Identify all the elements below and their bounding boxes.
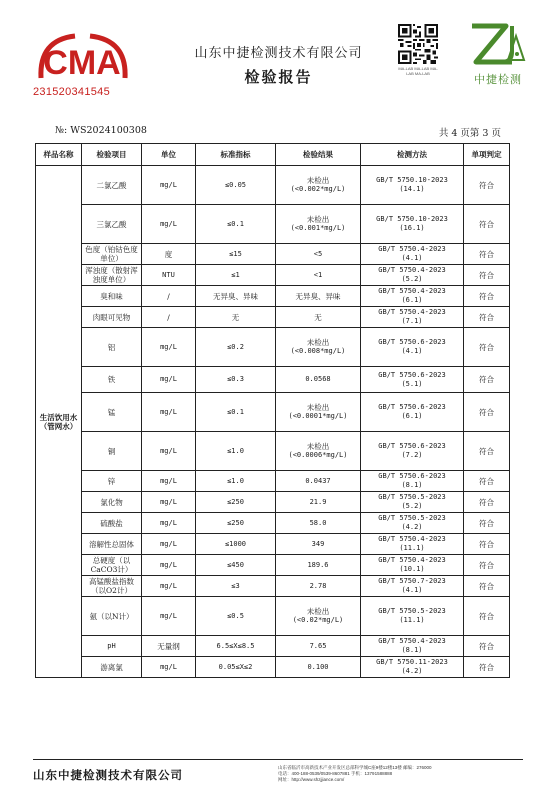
unit-cell: / bbox=[142, 286, 196, 307]
standard-cell: ≤0.3 bbox=[196, 367, 276, 393]
result-cell bbox=[276, 328, 361, 367]
judge-cell: 符合 bbox=[464, 286, 510, 307]
method-clause: (5.2) bbox=[401, 502, 423, 510]
standard-cell: ≤0.1 bbox=[196, 205, 276, 244]
table-header-row bbox=[36, 144, 510, 166]
judge-cell: 符合 bbox=[464, 555, 510, 576]
footer-address: 山东省临沂市高新技术产业开发区总部科学城C座9楼12楼13楼 邮编：276000 bbox=[278, 765, 432, 770]
table-row bbox=[36, 286, 510, 307]
unit-cell: mg/L bbox=[142, 471, 196, 492]
table-row bbox=[36, 166, 510, 205]
result-cell: 21.9 bbox=[276, 492, 361, 513]
table-row bbox=[36, 492, 510, 513]
method-standard: GB/T 5750.5-2023 bbox=[378, 607, 446, 615]
judge-cell: 符合 bbox=[464, 166, 510, 205]
method-cell bbox=[361, 244, 464, 265]
standard-cell: ≤3 bbox=[196, 576, 276, 597]
result-cell: <1 bbox=[276, 265, 361, 286]
method-cell bbox=[361, 166, 464, 205]
standard-cell: 6.5≤X≤8.5 bbox=[196, 636, 276, 657]
result-cell: 无 bbox=[276, 307, 361, 328]
item-cell: 高锰酸盐指数（以O2计） bbox=[82, 576, 142, 597]
method-clause: (5.2) bbox=[401, 275, 423, 283]
result-cell: 2.78 bbox=[276, 576, 361, 597]
judge-cell: 符合 bbox=[464, 367, 510, 393]
item-cell: 锰 bbox=[82, 393, 142, 432]
method-clause: (4.2) bbox=[401, 523, 423, 531]
result-main: 未检出 bbox=[306, 338, 330, 347]
unit-cell: mg/L bbox=[142, 555, 196, 576]
standard-cell: ≤0.5 bbox=[196, 597, 276, 636]
method-clause: (6.1) bbox=[401, 412, 423, 420]
result-note: (<0.0006*mg/L) bbox=[288, 451, 348, 459]
method-clause: (7.2) bbox=[401, 451, 423, 459]
unit-cell: mg/L bbox=[142, 393, 196, 432]
judge-cell: 符合 bbox=[464, 534, 510, 555]
cma-text: CMA bbox=[43, 44, 121, 82]
qr-code-icon bbox=[398, 24, 438, 64]
method-cell bbox=[361, 328, 464, 367]
method-standard: GB/T 5750.4-2023 bbox=[378, 535, 446, 543]
item-cell: 锌 bbox=[82, 471, 142, 492]
item-cell: 铁 bbox=[82, 367, 142, 393]
method-clause: (7.1) bbox=[401, 317, 423, 325]
item-cell: 氯化物 bbox=[82, 492, 142, 513]
method-cell bbox=[361, 555, 464, 576]
judge-cell: 符合 bbox=[464, 205, 510, 244]
table-row bbox=[36, 657, 510, 678]
method-clause: (11.1) bbox=[399, 544, 425, 552]
judge-cell: 符合 bbox=[464, 492, 510, 513]
judge-cell: 符合 bbox=[464, 471, 510, 492]
header-standard: 标准指标 bbox=[196, 144, 276, 166]
method-standard: GB/T 5750.7-2023 bbox=[378, 577, 446, 585]
judge-cell: 符合 bbox=[464, 307, 510, 328]
cma-cert-number: 231520341545 bbox=[33, 86, 111, 98]
page-number: 共 4 页第 3 页 bbox=[438, 128, 501, 139]
judge-cell: 符合 bbox=[464, 328, 510, 367]
unit-cell: mg/L bbox=[142, 166, 196, 205]
result-main: 未检出 bbox=[306, 215, 330, 224]
result-cell: 0.0437 bbox=[276, 471, 361, 492]
result-cell: 58.0 bbox=[276, 513, 361, 534]
item-cell: 总硬度（以CaCO3计） bbox=[82, 555, 142, 576]
table-row bbox=[36, 636, 510, 657]
footer-website: 网址：http://www.shzjjiance.com/ bbox=[278, 777, 345, 782]
result-cell: 189.6 bbox=[276, 555, 361, 576]
header-method: 检测方法 bbox=[361, 144, 464, 166]
standard-cell: ≤1 bbox=[196, 265, 276, 286]
method-cell bbox=[361, 513, 464, 534]
standard-cell: ≤0.2 bbox=[196, 328, 276, 367]
method-standard: GB/T 5750.6-2023 bbox=[378, 370, 446, 379]
method-cell bbox=[361, 636, 464, 657]
method-cell bbox=[361, 471, 464, 492]
sample-name-cell: 生活饮用水（管网水） bbox=[36, 166, 82, 678]
unit-cell: NTU bbox=[142, 265, 196, 286]
method-clause: (6.1) bbox=[401, 296, 423, 304]
item-cell: 铝 bbox=[82, 328, 142, 367]
method-standard: GB/T 5750.4-2023 bbox=[378, 266, 446, 274]
method-standard: GB/T 5750.4-2023 bbox=[378, 637, 446, 645]
result-cell: 349 bbox=[276, 534, 361, 555]
method-cell bbox=[361, 492, 464, 513]
item-cell: 浑浊度（散射浑浊度单位） bbox=[82, 265, 142, 286]
unit-cell: mg/L bbox=[142, 657, 196, 678]
standard-cell: 0.05≤X≤2 bbox=[196, 657, 276, 678]
unit-cell: 无量纲 bbox=[142, 636, 196, 657]
header-unit: 单位 bbox=[142, 144, 196, 166]
method-cell bbox=[361, 367, 464, 393]
table-row bbox=[36, 244, 510, 265]
standard-cell: ≤250 bbox=[196, 513, 276, 534]
table-row bbox=[36, 393, 510, 432]
method-standard: GB/T 5750.6-2023 bbox=[378, 338, 446, 346]
method-cell bbox=[361, 205, 464, 244]
footer-company: 山东中捷检测技术有限公司 bbox=[33, 768, 183, 782]
result-cell bbox=[276, 166, 361, 205]
result-cell: <5 bbox=[276, 244, 361, 265]
item-cell: 硫酸盐 bbox=[82, 513, 142, 534]
method-standard: GB/T 5750.11-2023 bbox=[376, 658, 448, 666]
method-clause: (4.1) bbox=[401, 347, 423, 355]
judge-cell: 符合 bbox=[464, 244, 510, 265]
header-judgement: 单项判定 bbox=[464, 144, 510, 166]
standard-cell: ≤1000 bbox=[196, 534, 276, 555]
result-main: 未检出 bbox=[306, 442, 330, 451]
standard-cell: ≤250 bbox=[196, 492, 276, 513]
qr-caption: MA-LAB MA-LAB MA-LAB MA-LAB bbox=[398, 66, 438, 76]
item-cell: pH bbox=[82, 636, 142, 657]
result-cell: 7.65 bbox=[276, 636, 361, 657]
item-cell: 氨（以N计） bbox=[82, 597, 142, 636]
unit-cell: mg/L bbox=[142, 576, 196, 597]
method-clause: (14.1) bbox=[399, 185, 425, 193]
method-cell bbox=[361, 657, 464, 678]
footer-divider bbox=[33, 759, 523, 760]
method-clause: (4.2) bbox=[401, 667, 423, 675]
result-note: (<0.001*mg/L) bbox=[290, 224, 346, 232]
table-row bbox=[36, 597, 510, 636]
method-clause: (10.1) bbox=[399, 565, 425, 573]
method-clause: (8.1) bbox=[401, 646, 423, 654]
method-cell bbox=[361, 534, 464, 555]
judge-cell: 符合 bbox=[464, 657, 510, 678]
standard-cell: ≤450 bbox=[196, 555, 276, 576]
method-cell bbox=[361, 432, 464, 471]
unit-cell: 度 bbox=[142, 244, 196, 265]
standard-cell: ≤15 bbox=[196, 244, 276, 265]
method-cell bbox=[361, 307, 464, 328]
judge-cell: 符合 bbox=[464, 576, 510, 597]
item-cell: 铜 bbox=[82, 432, 142, 471]
unit-cell: mg/L bbox=[142, 205, 196, 244]
result-note: (<0.008*mg/L) bbox=[290, 347, 346, 355]
table-row bbox=[36, 432, 510, 471]
result-cell: 0.100 bbox=[276, 657, 361, 678]
method-standard: GB/T 5750.4-2023 bbox=[378, 245, 446, 253]
result-cell bbox=[276, 432, 361, 471]
method-clause: (5.1) bbox=[401, 379, 423, 388]
table-row bbox=[36, 307, 510, 328]
item-cell: 游离氯 bbox=[82, 657, 142, 678]
unit-cell: mg/L bbox=[142, 432, 196, 471]
method-standard: GB/T 5750.4-2023 bbox=[378, 308, 446, 316]
result-note: (<0.002*mg/L) bbox=[290, 185, 346, 193]
result-note: (<0.0001*mg/L) bbox=[288, 412, 348, 420]
standard-cell: ≤1.0 bbox=[196, 471, 276, 492]
method-standard: GB/T 5750.5-2023 bbox=[378, 514, 446, 522]
method-cell bbox=[361, 576, 464, 597]
result-note: (<0.02*mg/L) bbox=[292, 616, 344, 624]
table-row bbox=[36, 513, 510, 534]
standard-cell: ≤1.0 bbox=[196, 432, 276, 471]
unit-cell: mg/L bbox=[142, 367, 196, 393]
method-clause: (4.1) bbox=[401, 254, 423, 262]
table-row bbox=[36, 367, 510, 393]
result-cell bbox=[276, 205, 361, 244]
company-title: 山东中捷检测技术有限公司 bbox=[194, 46, 363, 61]
method-standard: GB/T 5750.4-2023 bbox=[378, 287, 446, 295]
standard-cell: ≤0.1 bbox=[196, 393, 276, 432]
judge-cell: 符合 bbox=[464, 636, 510, 657]
method-clause: (4.1) bbox=[401, 586, 423, 594]
method-standard: GB/T 5750.6-2023 bbox=[378, 472, 446, 480]
header-result: 检验结果 bbox=[276, 144, 361, 166]
table-row bbox=[36, 534, 510, 555]
judge-cell: 符合 bbox=[464, 597, 510, 636]
unit-cell: mg/L bbox=[142, 597, 196, 636]
judge-cell: 符合 bbox=[464, 432, 510, 471]
result-cell: 0.0568 bbox=[276, 367, 361, 393]
method-standard: GB/T 5750.10-2023 bbox=[376, 176, 448, 184]
item-cell: 臭和味 bbox=[82, 286, 142, 307]
table-row bbox=[36, 328, 510, 367]
report-number: №: WS2024100308 bbox=[55, 125, 147, 136]
result-cell: 无异臭、异味 bbox=[276, 286, 361, 307]
zhongjie-logo-text: 中捷检测 bbox=[474, 74, 522, 86]
footer-contact bbox=[278, 765, 432, 783]
result-main: 未检出 bbox=[306, 607, 330, 616]
table-row bbox=[36, 555, 510, 576]
report-title: 检验报告 bbox=[244, 68, 313, 86]
standard-cell: ≤0.05 bbox=[196, 166, 276, 205]
method-standard: GB/T 5750.6-2023 bbox=[378, 403, 446, 411]
unit-cell: mg/L bbox=[142, 513, 196, 534]
method-cell bbox=[361, 265, 464, 286]
method-standard: GB/T 5750.10-2023 bbox=[376, 215, 448, 223]
footer-phone: 电话：400-188-0539/0539-8607881 手机：13791588888 bbox=[278, 771, 393, 776]
judge-cell: 符合 bbox=[464, 393, 510, 432]
unit-cell: / bbox=[142, 307, 196, 328]
method-clause: (8.1) bbox=[401, 481, 423, 489]
table-row bbox=[36, 205, 510, 244]
unit-cell: mg/L bbox=[142, 492, 196, 513]
result-cell bbox=[276, 597, 361, 636]
method-cell bbox=[361, 393, 464, 432]
unit-cell: mg/L bbox=[142, 328, 196, 367]
item-cell: 三氯乙酸 bbox=[82, 205, 142, 244]
method-cell bbox=[361, 597, 464, 636]
method-standard: GB/T 5750.4-2023 bbox=[378, 556, 446, 564]
item-cell: 二氯乙酸 bbox=[82, 166, 142, 205]
standard-cell: 无异臭、异味 bbox=[196, 286, 276, 307]
judge-cell: 符合 bbox=[464, 513, 510, 534]
judge-cell: 符合 bbox=[464, 265, 510, 286]
method-standard: GB/T 5750.6-2023 bbox=[378, 442, 446, 450]
method-clause: (11.1) bbox=[399, 616, 425, 624]
item-cell: 肉眼可见物 bbox=[82, 307, 142, 328]
unit-cell: mg/L bbox=[142, 534, 196, 555]
item-cell: 色度（铂钴色度单位） bbox=[82, 244, 142, 265]
results-table bbox=[35, 143, 510, 678]
zhongjie-logo bbox=[468, 22, 526, 68]
header-sample-name: 样品名称 bbox=[36, 144, 82, 166]
result-main: 未检出 bbox=[306, 403, 330, 412]
item-cell: 溶解性总固体 bbox=[82, 534, 142, 555]
header-item: 检验项目 bbox=[82, 144, 142, 166]
result-main: 未检出 bbox=[306, 176, 330, 185]
method-cell bbox=[361, 286, 464, 307]
table-row bbox=[36, 471, 510, 492]
standard-cell: 无 bbox=[196, 307, 276, 328]
table-row bbox=[36, 576, 510, 597]
table-row bbox=[36, 265, 510, 286]
result-cell bbox=[276, 393, 361, 432]
method-clause: (16.1) bbox=[399, 224, 425, 232]
method-standard: GB/T 5750.5-2023 bbox=[378, 493, 446, 501]
